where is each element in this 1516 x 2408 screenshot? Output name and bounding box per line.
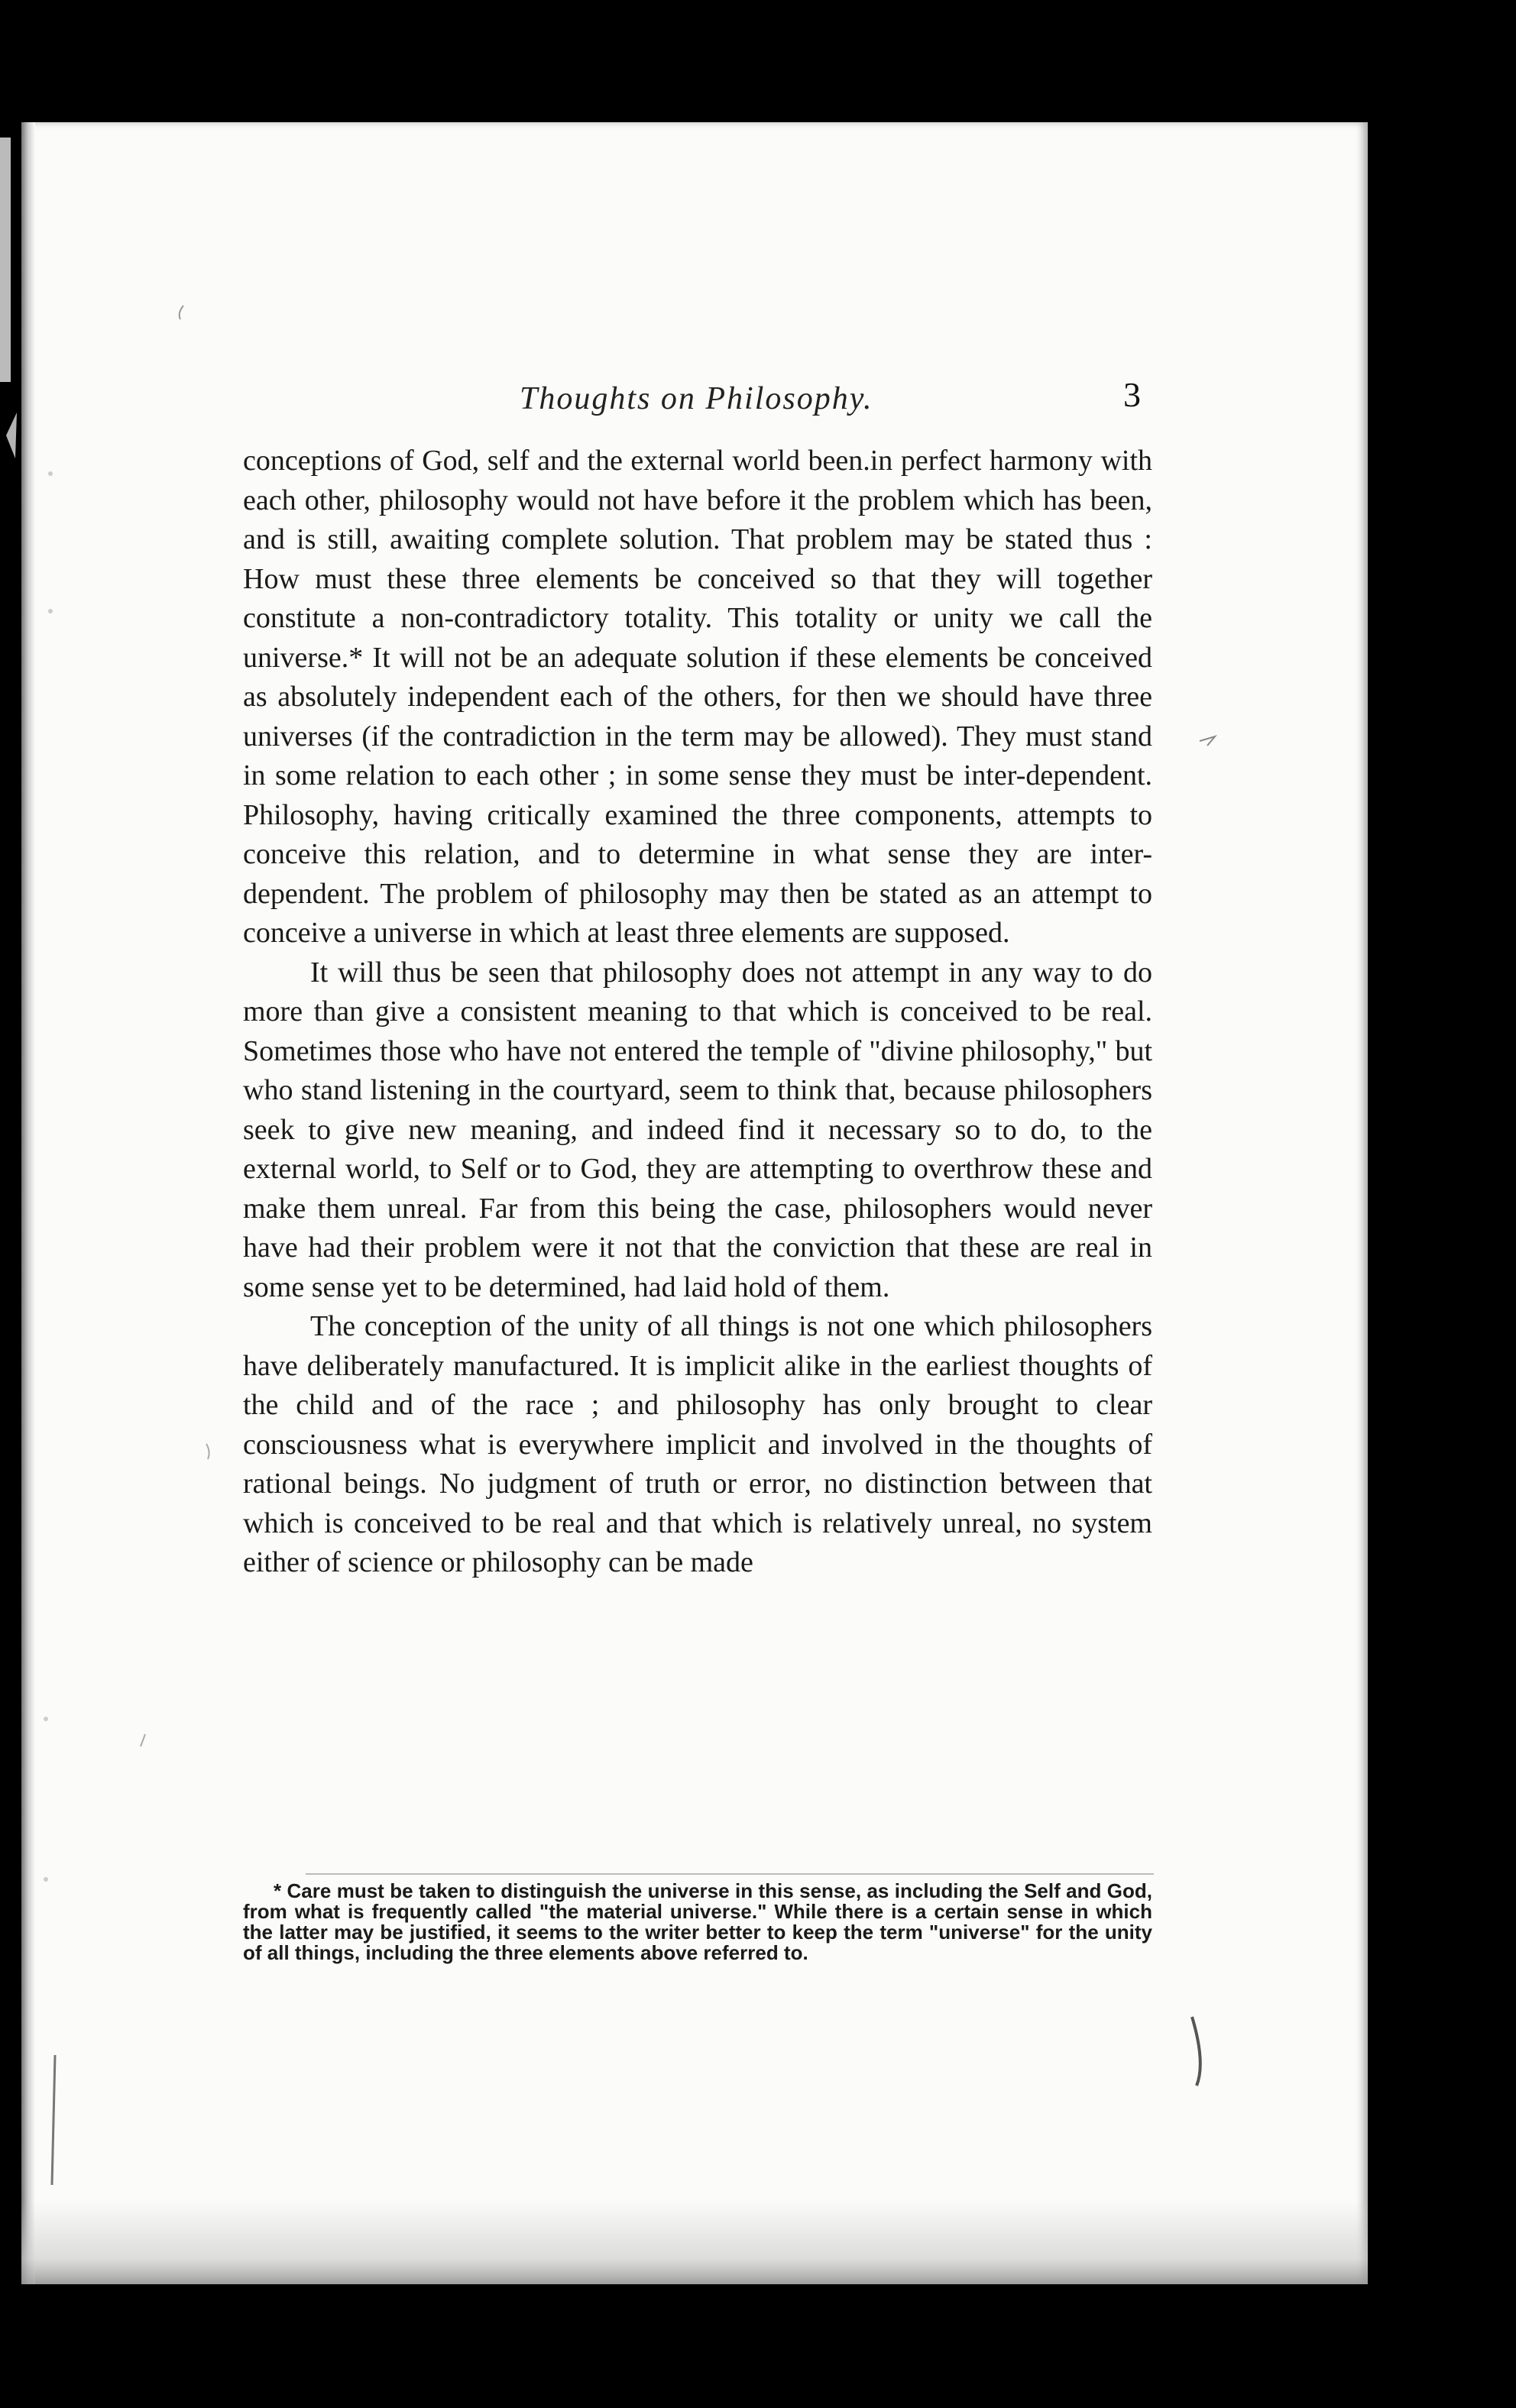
page-number: 3 bbox=[1123, 375, 1141, 414]
page-bottom-shadow bbox=[21, 2200, 1368, 2284]
footnote: * Care must be taken to distinguish the universe in this sense, as including the Self and God, from what is frequently called "the material universe." While there is a certain sense in which the latter may be justified, it seems to the writer better to keep the term "universe" for the unity of all things, including the three elements above referred to. bbox=[243, 1879, 1152, 1964]
main-text bbox=[243, 442, 1152, 1583]
paragraph-1: conceptions of God, self and the external world been.in perfect harmony with each other, philosophy would not have before it the problem which has been, and is still, awaiting complete solution. That problem may be stated thus : How must these three elements be conceived so that they will together constitute a non-contradictory totality. This totality or unity we call the universe.* It will not be an adequate solution if these elements be conceived as absolutely independent each of the others, for then we should have three universes (if the contradiction in the term may be allowed). They must stand in some relation to each other ; in some sense they must be inter-dependent. Philosophy, having critically examined the three components, attempts to conceive this relation, and to determine in what sense they are inter-dependent. The problem of philosophy may then be stated as an attempt to conceive a universe in which at least three elements are supposed. bbox=[243, 445, 1152, 949]
running-title: Thoughts on Philosophy. bbox=[520, 381, 873, 416]
page-header bbox=[245, 374, 1161, 428]
paragraph-3: The conception of the unity of all things is not one which philosophers have deliberately manufactured. It is implicit alike in the earliest thoughts of the child and of the race ; and philosophy has only brought to clear consciousness what is everywhere implicit and involved in the thoughts of rational beings. No judgment of truth or error, no distinction between that which is conceived to be real and that which is relatively unreal, no system either of science or philosophy can be made bbox=[243, 1310, 1152, 1578]
page-binding-edge bbox=[21, 122, 35, 2284]
footnote-divider bbox=[306, 1873, 1154, 1875]
paragraph-2: It will thus be seen that philosophy does not attempt in any way to do more than give a consistent meaning to that which is conceived to be real. Sometimes those who have not entered the temple of "divine philosophy," but who stand listening in the courtyard, seem to think that, because philosophers seek to give new meaning, and indeed find it necessary so to do, to the external world, to Self or to God, they are attempting to overthrow these and make them unreal. Far from this being the case, philosophers would never have had their problem were it not that the conviction that these are real in some sense yet to be determined, had laid hold of them. bbox=[243, 956, 1152, 1303]
